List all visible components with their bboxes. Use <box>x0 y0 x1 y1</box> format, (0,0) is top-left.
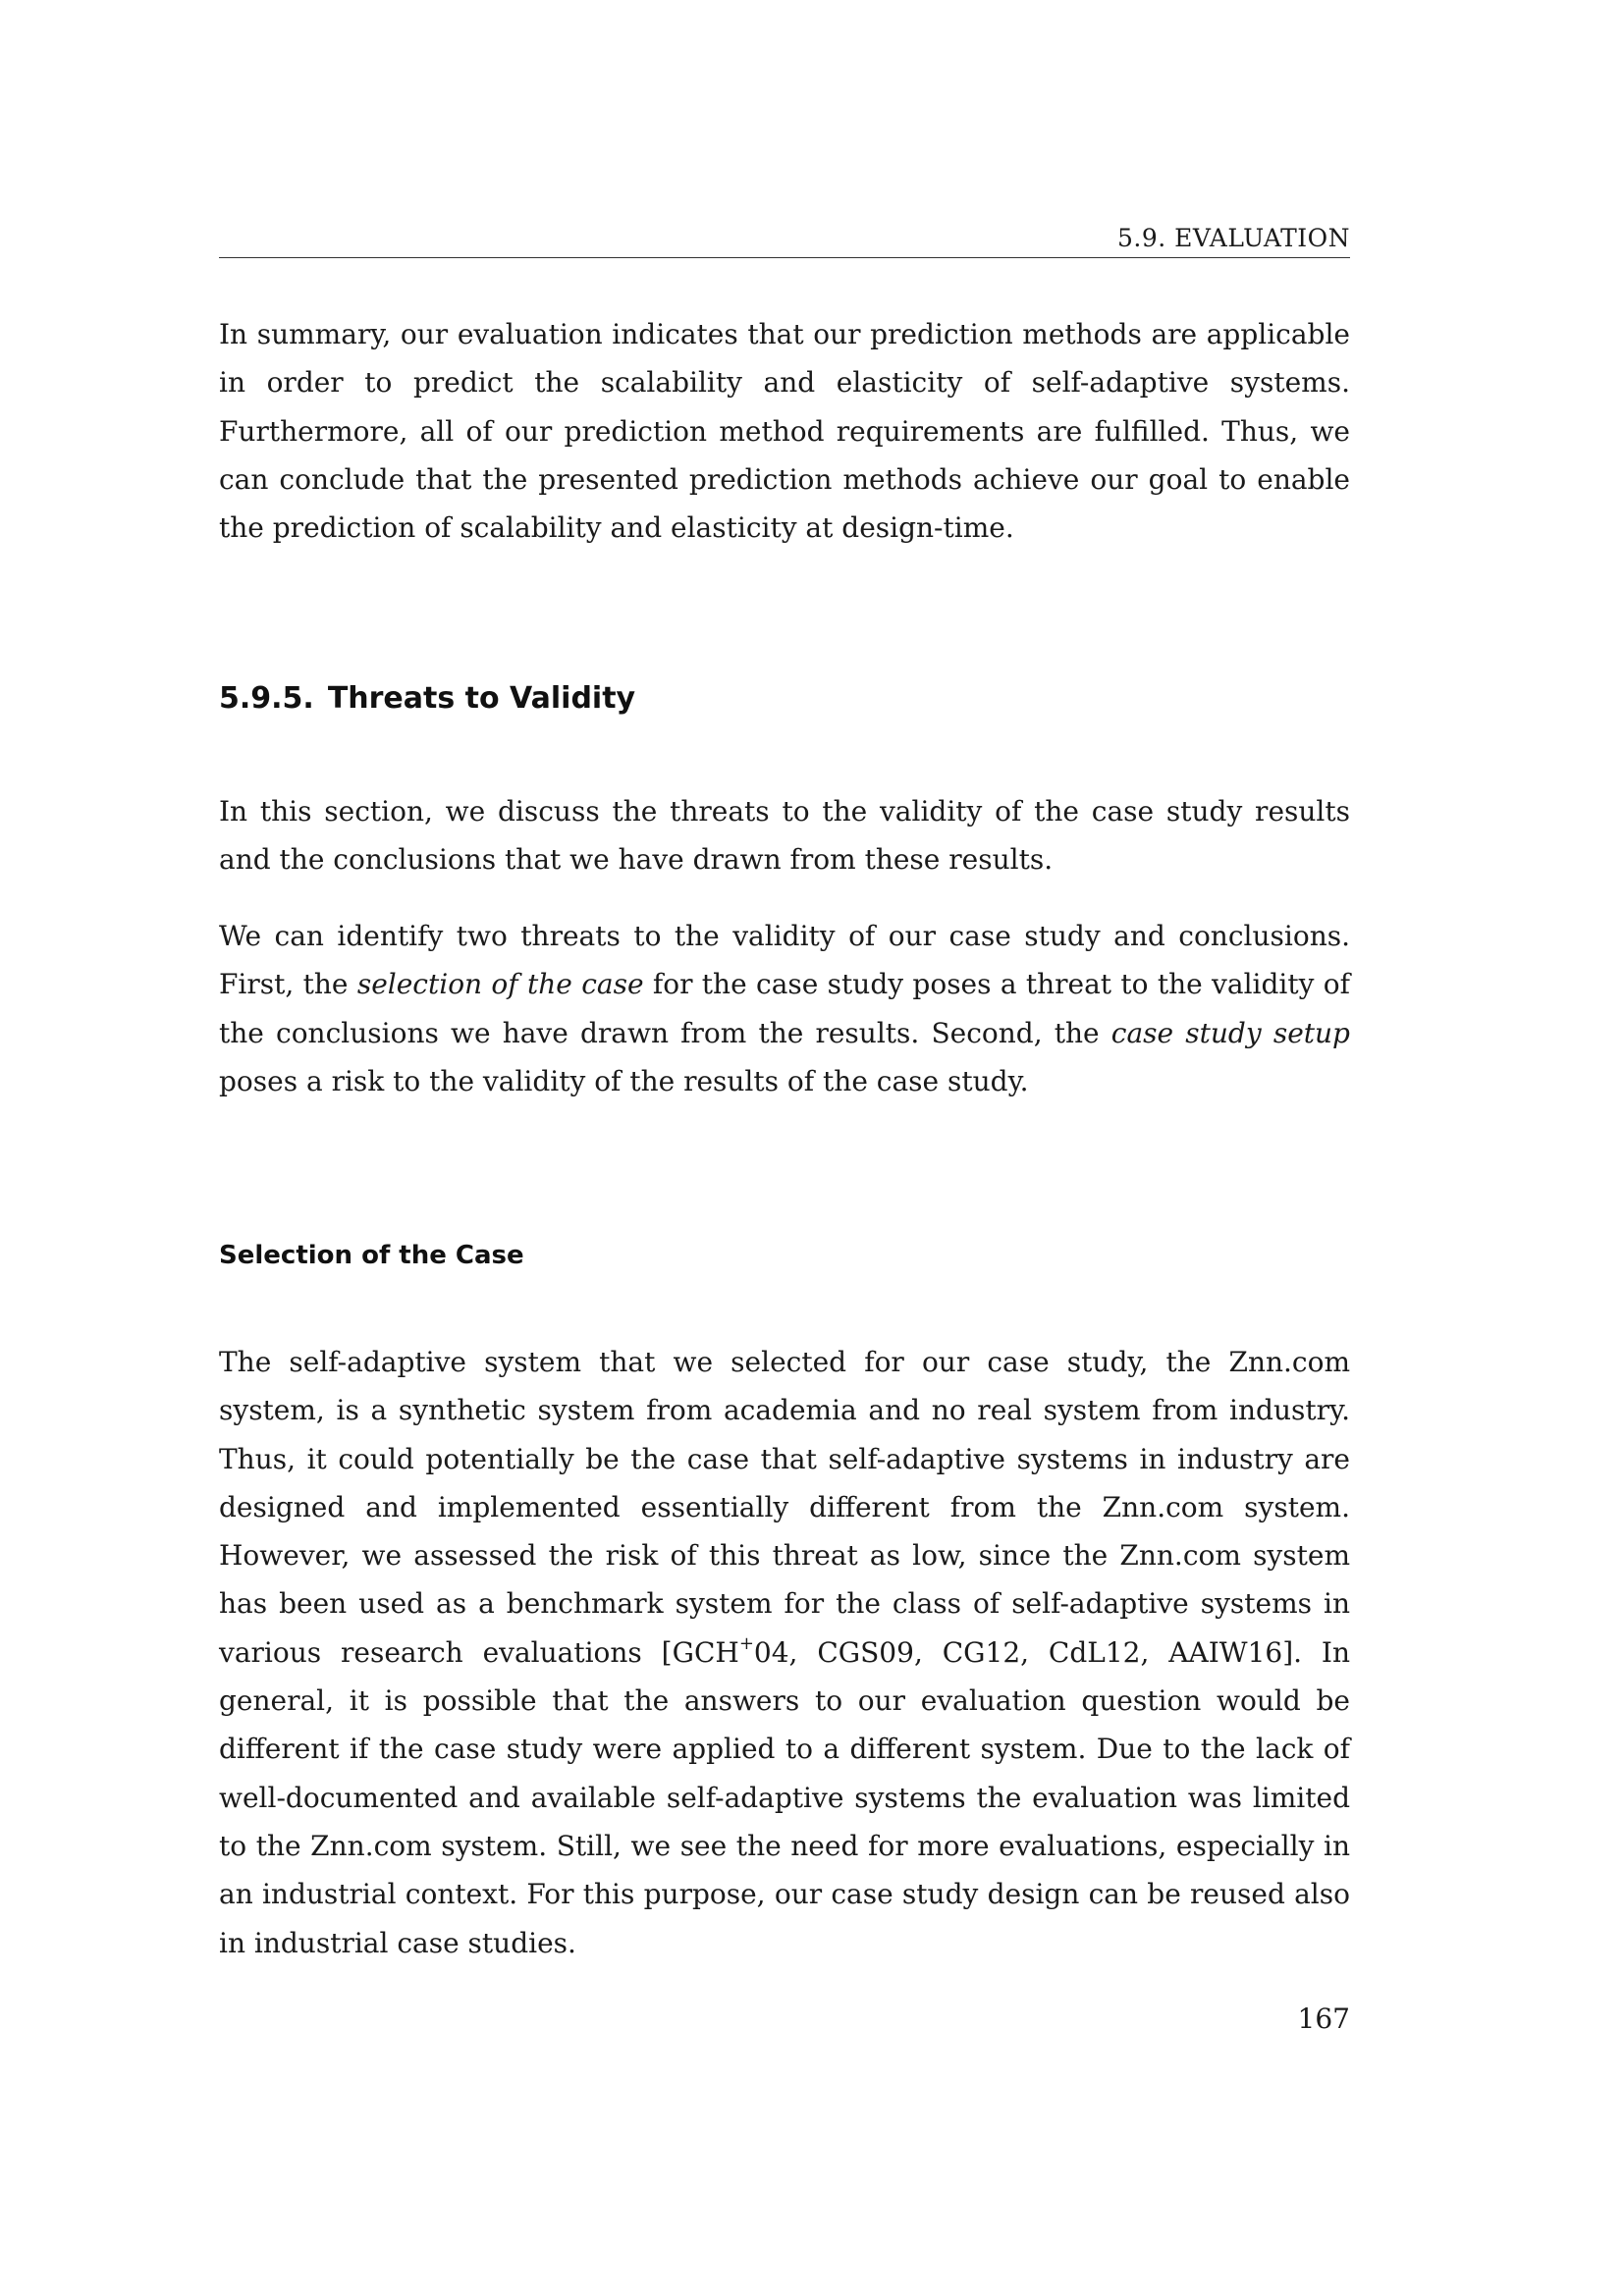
header-rule <box>219 257 1350 258</box>
threats-paragraph <box>219 912 1350 1105</box>
subsection-heading: Selection of the Case <box>219 1241 524 1270</box>
summary-paragraph: In summary, our evaluation indicates that our prediction methods are applicable in order to predict the scalability and elasticity of self-adaptive systems. Furthermore, all of our prediction method requirements are fulfilled. Thus, we can conclude that the presented prediction methods achieve our goal to enable the prediction of scalability and elasticity at design-time. <box>219 318 1350 545</box>
threats-text-3: poses a risk to the validity of the results of the case study. <box>219 1064 1029 1097</box>
threats-emphasis-setup: case study setup <box>1110 1016 1350 1049</box>
page-number: 167 <box>1297 2002 1350 2035</box>
intro-paragraph: In this section, we discuss the threats to the validity of the case study results and the conclusions that we have drawn from these results. <box>219 795 1350 877</box>
threats-text-2: for the case study poses a threat to the validity of the conclusions we have drawn from the results. Second, the <box>219 968 1350 1049</box>
citation-superscript: + <box>738 1633 754 1655</box>
selection-text-2: 04, CGS09, CG12, CdL12, AAIW16]. In general, it is possible that the answers to our evaluation question would be different if the case study were applied to a different system. Due to the lack of well-documented and available self-adaptive systems the evaluation was limited to the Znn.com system. Still, we see the need for more evaluations, especially in an industrial context. For this purpose, our case study design can be reused also in industrial case studies. <box>219 1635 1350 1959</box>
threats-text-1: We can identify two threats to the validity of our case study and conclusions. First, the <box>219 920 1350 1001</box>
section-number: 5.9.5. <box>219 681 314 716</box>
selection-text-1: The self-adaptive system that we selected for our case study, the Znn.com system, is a synthetic system from academia and no real system from industry. Thus, it could potentially be the case that self-adaptive systems in industry are designed and implemented essentially different from the Znn.com system. However, we assessed the risk of this threat as low, since the Znn.com system has been used as a benchmark system for the class of self-adaptive systems in various research evaluations [GCH <box>219 1346 1350 1669</box>
section-heading <box>219 681 635 716</box>
section-title: Threats to Validity <box>327 681 636 716</box>
selection-paragraph <box>219 1338 1350 1967</box>
threats-emphasis-selection: selection of the case <box>356 968 644 1001</box>
running-head: 5.9. EVALUATION <box>1117 224 1350 252</box>
